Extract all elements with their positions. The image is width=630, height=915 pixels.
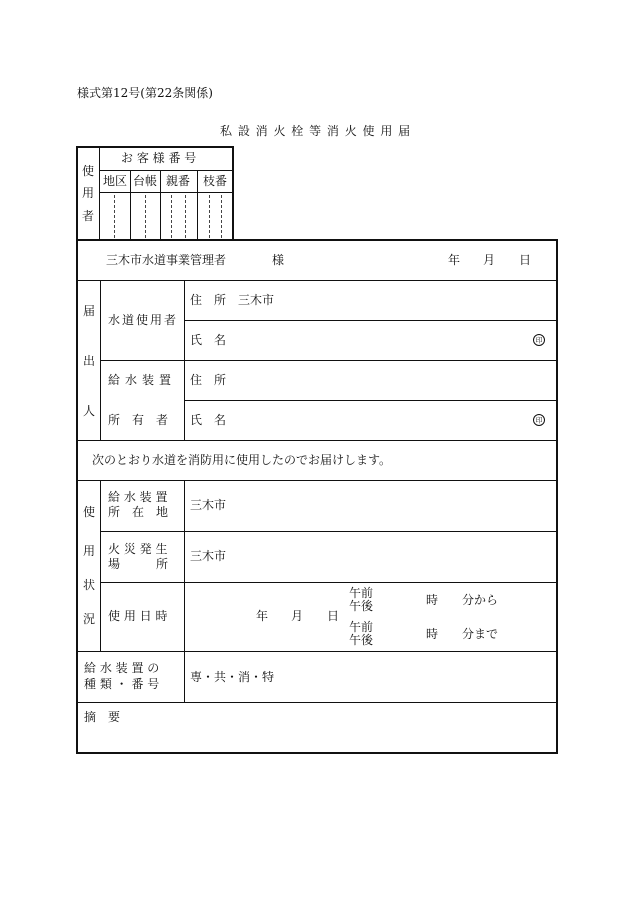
user-address-value: 三木市 — [238, 293, 275, 307]
start-pm-label: 午後 — [349, 599, 374, 613]
location-label-line1: 給 水 装 置 — [108, 490, 168, 504]
device-type-label-line1: 給 水 装 置 の — [84, 661, 160, 675]
fire-label-line1: 火 災 発 生 — [108, 542, 168, 556]
statement-text: 次のとおり水道を消防用に使用したのでお届けします。 — [92, 453, 392, 467]
device-type-label-line2: 種 類 ・ 番 号 — [84, 677, 160, 691]
seal-mark-owner: 印 — [533, 414, 545, 426]
location-label-line2: 所 在 地 — [108, 505, 169, 519]
customer-number-label: お 客 様 番 号 — [121, 151, 197, 165]
date-day-label: 日 — [519, 253, 532, 267]
col-ledger: 台帳 — [133, 174, 158, 188]
end-am-label: 午前 — [349, 620, 374, 634]
col-district: 地区 — [103, 174, 128, 188]
usage-month-label: 月 — [291, 609, 304, 623]
owner-name-label: 氏 名 — [190, 413, 227, 427]
start-hour-label: 時 — [426, 593, 439, 607]
recipient-name: 三木市水道事業管理者 — [106, 253, 227, 267]
usage-day-label: 日 — [327, 609, 340, 623]
owner-label-line2: 所 有 者 — [108, 413, 169, 427]
end-pm-label: 午後 — [349, 633, 374, 647]
datetime-label: 使 用 日 時 — [108, 609, 168, 623]
col-branch-number: 枝番 — [203, 174, 228, 188]
owner-address-label: 住 所 — [190, 373, 227, 387]
col-parent-number: 親番 — [166, 174, 191, 188]
seal-mark-user: 印 — [533, 334, 545, 346]
fire-value: 三木市 — [190, 549, 227, 563]
page-title: 私 設 消 火 栓 等 消 火 使 用 届 — [220, 124, 412, 138]
water-user-label: 水道使用者 — [108, 313, 179, 327]
start-am-label: 午前 — [349, 586, 374, 600]
date-year-label: 年 — [448, 253, 461, 267]
device-type-value: 専・共・消・特 — [190, 670, 275, 684]
fire-label-line2: 場 所 — [108, 557, 169, 571]
end-until-label: 分まで — [462, 627, 499, 641]
user-address-label: 住 所 — [190, 293, 227, 307]
recipient-honorific: 様 — [272, 253, 285, 267]
location-value: 三木市 — [190, 498, 227, 512]
usage-year-label: 年 — [256, 609, 269, 623]
start-from-label: 分から — [462, 593, 499, 607]
remarks-label: 摘 要 — [84, 710, 121, 724]
date-month-label: 月 — [483, 253, 496, 267]
end-hour-label: 時 — [426, 627, 439, 641]
user-name-label: 氏 名 — [190, 333, 227, 347]
form-number: 様式第12号(第22条関係) — [77, 86, 213, 100]
owner-label-line1: 給水装置 — [108, 373, 177, 387]
